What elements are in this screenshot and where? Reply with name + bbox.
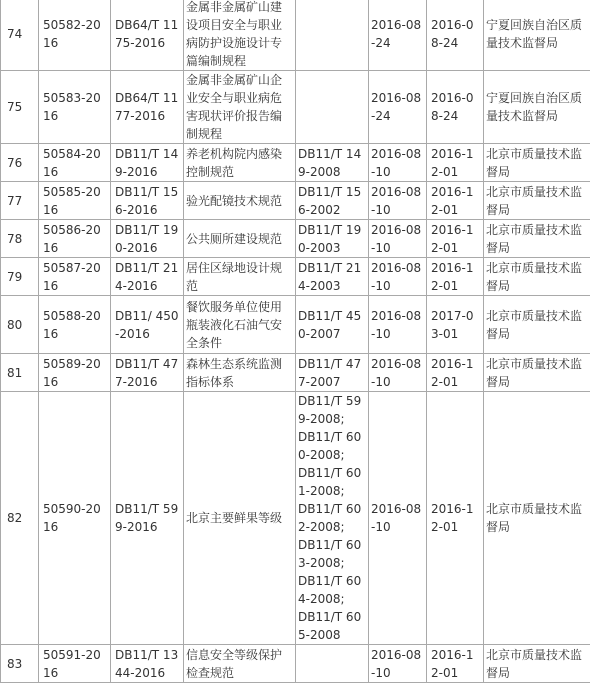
- record-code-cell: 50583-2016: [39, 71, 111, 144]
- standard-name-cell: 森林生态系统监测指标体系: [184, 354, 296, 392]
- issuing-authority-cell: 北京市质量技术监督局: [484, 392, 590, 645]
- replaced-standard-line: DB11/T 190-2003: [298, 221, 366, 257]
- issuing-authority-cell: 北京市质量技术监督局: [484, 354, 590, 392]
- standard-number-cell: DB64/T 1177-2016: [111, 71, 184, 144]
- issue-date-cell: 2016-08-10: [369, 182, 427, 220]
- issue-date-cell: 2016-08-10: [369, 354, 427, 392]
- table-row: [1, 645, 590, 683]
- replaced-standard-cell: [296, 392, 369, 645]
- standard-number-cell: DB11/T 149-2016: [111, 144, 184, 182]
- standard-number-cell: DB11/T 156-2016: [111, 182, 184, 220]
- issue-date-cell: 2016-08-24: [369, 0, 427, 71]
- replaced-standard-cell: [296, 144, 369, 182]
- standard-name-cell: 餐饮服务单位使用瓶装液化石油气安全条件: [184, 296, 296, 354]
- table-row: [1, 71, 590, 144]
- effective-date-cell: 2016-12-01: [427, 354, 484, 392]
- standard-number-cell: DB11/ 450-2016: [111, 296, 184, 354]
- replaced-standard-line: DB11/T 600-2008;: [298, 428, 366, 464]
- table-body: [1, 0, 590, 683]
- replaced-standard-line: DB11/T 450-2007: [298, 307, 366, 343]
- standard-number-cell: DB11/T 214-2016: [111, 258, 184, 296]
- replaced-standard-line: DB11/T 605-2008: [298, 608, 366, 644]
- standard-name-cell: 信息安全等级保护检查规范: [184, 645, 296, 683]
- issue-date-cell: 2016-08-10: [369, 296, 427, 354]
- effective-date-cell: 2016-12-01: [427, 220, 484, 258]
- standard-name-cell: 北京主要鲜果等级: [184, 392, 296, 645]
- issuing-authority-cell: 北京市质量技术监督局: [484, 144, 590, 182]
- effective-date-cell: 2017-03-01: [427, 296, 484, 354]
- standard-name-cell: 金属非金属矿山企业安全与职业病危害现状评价报告编制规程: [184, 71, 296, 144]
- record-code-cell: 50591-2016: [39, 645, 111, 683]
- issuing-authority-cell: 北京市质量技术监督局: [484, 645, 590, 683]
- effective-date-cell: 2016-12-01: [427, 144, 484, 182]
- record-code-cell: 50587-2016: [39, 258, 111, 296]
- standard-name-cell: 养老机构院内感染控制规范: [184, 144, 296, 182]
- record-code-cell: 50586-2016: [39, 220, 111, 258]
- row-number-cell: 80: [1, 296, 39, 354]
- effective-date-cell: 2016-08-24: [427, 0, 484, 71]
- issue-date-cell: 2016-08-10: [369, 144, 427, 182]
- replaced-standard-line: DB11/T 602-2008;: [298, 500, 366, 536]
- replaced-standard-cell: [296, 182, 369, 220]
- row-number-cell: 76: [1, 144, 39, 182]
- row-number-cell: 78: [1, 220, 39, 258]
- effective-date-cell: 2016-08-24: [427, 71, 484, 144]
- record-code-cell: 50590-2016: [39, 392, 111, 645]
- standard-name-cell: 居住区绿地设计规范: [184, 258, 296, 296]
- standard-number-cell: DB11/T 477-2016: [111, 354, 184, 392]
- standard-number-cell: DB11/T 190-2016: [111, 220, 184, 258]
- issuing-authority-cell: 北京市质量技术监督局: [484, 258, 590, 296]
- issuing-authority-cell: 宁夏回族自治区质量技术监督局: [484, 71, 590, 144]
- replaced-standard-line: DB11/T 156-2002: [298, 183, 366, 219]
- replaced-standard-line: DB11/T 604-2008;: [298, 572, 366, 608]
- table-row: [1, 258, 590, 296]
- issue-date-cell: 2016-08-10: [369, 258, 427, 296]
- standard-number-cell: DB64/T 1175-2016: [111, 0, 184, 71]
- issue-date-cell: 2016-08-10: [369, 220, 427, 258]
- row-number-cell: 82: [1, 392, 39, 645]
- table-row: [1, 296, 590, 354]
- replaced-standard-line: DB11/T 601-2008;: [298, 464, 366, 500]
- table-row: [1, 144, 590, 182]
- replaced-standard-line: DB11/T 214-2003: [298, 259, 366, 295]
- replaced-standard-cell: [296, 0, 369, 71]
- replaced-standard-cell: [296, 645, 369, 683]
- standard-name-cell: 验光配镜技术规范: [184, 182, 296, 220]
- effective-date-cell: 2016-12-01: [427, 258, 484, 296]
- issuing-authority-cell: 北京市质量技术监督局: [484, 182, 590, 220]
- replaced-standard-line: DB11/T 477-2007: [298, 355, 366, 391]
- standard-name-cell: 金属非金属矿山建设项目安全与职业病防护设施设计专篇编制规程: [184, 0, 296, 71]
- record-code-cell: 50584-2016: [39, 144, 111, 182]
- replaced-standard-line: DB11/T 603-2008;: [298, 536, 366, 572]
- effective-date-cell: 2016-12-01: [427, 645, 484, 683]
- effective-date-cell: 2016-12-01: [427, 392, 484, 645]
- record-code-cell: 50589-2016: [39, 354, 111, 392]
- replaced-standard-cell: [296, 354, 369, 392]
- row-number-cell: 79: [1, 258, 39, 296]
- replaced-standard-cell: [296, 71, 369, 144]
- row-number-cell: 83: [1, 645, 39, 683]
- replaced-standard-cell: [296, 296, 369, 354]
- issue-date-cell: 2016-08-24: [369, 71, 427, 144]
- row-number-cell: 81: [1, 354, 39, 392]
- replaced-standard-cell: [296, 258, 369, 296]
- row-number-cell: 74: [1, 0, 39, 71]
- replaced-standard-cell: [296, 220, 369, 258]
- table-row: [1, 354, 590, 392]
- table-row: [1, 182, 590, 220]
- issue-date-cell: 2016-08-10: [369, 645, 427, 683]
- issuing-authority-cell: 宁夏回族自治区质量技术监督局: [484, 0, 590, 71]
- issuing-authority-cell: 北京市质量技术监督局: [484, 220, 590, 258]
- standard-number-cell: DB11/T 1344-2016: [111, 645, 184, 683]
- record-code-cell: 50582-2016: [39, 0, 111, 71]
- standard-name-cell: 公共厕所建设规范: [184, 220, 296, 258]
- table-row: [1, 220, 590, 258]
- row-number-cell: 77: [1, 182, 39, 220]
- issuing-authority-cell: 北京市质量技术监督局: [484, 296, 590, 354]
- issue-date-cell: 2016-08-10: [369, 392, 427, 645]
- record-code-cell: 50588-2016: [39, 296, 111, 354]
- row-number-cell: 75: [1, 71, 39, 144]
- table-row: [1, 0, 590, 71]
- table-row: [1, 392, 590, 645]
- replaced-standard-line: DB11/T 149-2008: [298, 145, 366, 181]
- standard-number-cell: DB11/T 599-2016: [111, 392, 184, 645]
- replaced-standard-line: DB11/T 599-2008;: [298, 392, 366, 428]
- effective-date-cell: 2016-12-01: [427, 182, 484, 220]
- record-code-cell: 50585-2016: [39, 182, 111, 220]
